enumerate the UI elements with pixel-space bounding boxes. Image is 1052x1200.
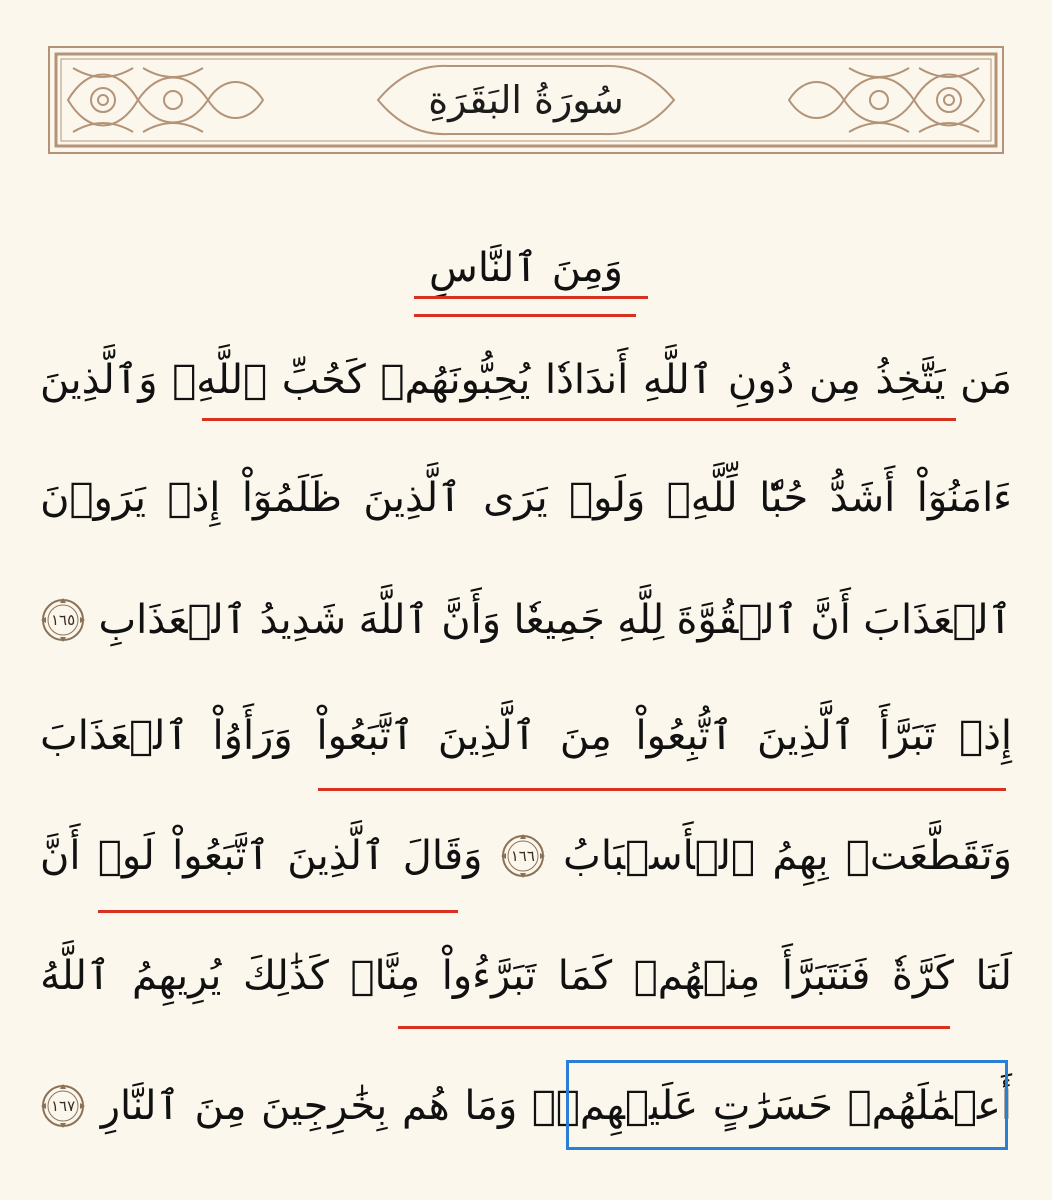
- quran-line-2: [40, 340, 1012, 420]
- quran-word[interactable]: ٱلَّذِينَ: [756, 713, 856, 759]
- quran-word[interactable]: يَتَّخِذُ: [875, 357, 946, 403]
- surah-title: سُورَةُ البَقَرَةِ: [428, 78, 624, 122]
- quran-word[interactable]: تَبَرَّأَ: [878, 713, 936, 759]
- quran-word[interactable]: أَنَّ: [810, 597, 851, 643]
- quran-word[interactable]: كَرَّةٗ: [891, 953, 954, 999]
- quran-word[interactable]: كَحُبِّ: [281, 357, 366, 403]
- quran-word[interactable]: مِن: [808, 357, 861, 403]
- ayah-number: ١٦٥: [50, 611, 76, 629]
- quran-word[interactable]: ٱللَّهُ: [40, 953, 111, 999]
- quran-word[interactable]: مِنۡهُمۡ: [633, 953, 761, 999]
- quran-word[interactable]: تَبَرَّءُواْ: [441, 953, 537, 999]
- quran-word[interactable]: لِلَّهِ: [617, 597, 665, 643]
- quran-word[interactable]: يَرَوۡنَ: [40, 475, 146, 521]
- quran-word[interactable]: أَشَدُّ: [829, 475, 896, 521]
- surah-header-frame: [48, 46, 1004, 154]
- red-underline: [398, 1026, 950, 1029]
- quran-word[interactable]: وَمَا: [464, 1083, 518, 1129]
- quran-word[interactable]: إِذۡ: [167, 475, 221, 521]
- quran-word[interactable]: وَقَالَ: [402, 833, 483, 879]
- quran-word[interactable]: وَأَنَّ: [441, 597, 502, 643]
- quran-word[interactable]: فَنَتَبَرَّأَ: [781, 953, 871, 999]
- quran-word[interactable]: أَنَّ: [40, 833, 81, 879]
- quran-line-5: [40, 696, 1012, 776]
- quran-word[interactable]: إِذۡ: [959, 713, 1012, 759]
- quran-line-3: [40, 458, 1012, 538]
- quran-word[interactable]: حُبّٗا: [759, 475, 809, 521]
- quran-word[interactable]: كَمَا: [557, 953, 613, 999]
- quran-word[interactable]: ٱلنَّاسِ: [429, 245, 538, 291]
- quran-word[interactable]: عَلَيۡهِمۡۖ: [531, 1083, 699, 1129]
- quran-line-7: [40, 936, 1012, 1016]
- red-underline: [98, 910, 458, 913]
- ayah-end-marker[interactable]: [500, 833, 546, 879]
- quran-word[interactable]: ٱلَّذِينَ: [287, 833, 386, 879]
- quran-word[interactable]: جَمِيعٗا: [513, 597, 605, 643]
- quran-word[interactable]: يُرِيهِمُ: [131, 953, 222, 999]
- quran-word[interactable]: وَمِنَ: [551, 245, 623, 291]
- red-underline: [202, 418, 956, 421]
- quran-word[interactable]: ظَلَمُوٓاْ: [241, 475, 342, 521]
- quran-word[interactable]: لِّلَّهِۗ: [666, 475, 738, 521]
- quran-word[interactable]: ٱتَّبَعُواْ: [172, 833, 270, 879]
- quran-word[interactable]: لَنَا: [975, 953, 1012, 999]
- quran-word[interactable]: ٱلۡقُوَّةَ: [676, 597, 799, 643]
- ayah-number: ١٦٧: [50, 1097, 76, 1115]
- quran-word[interactable]: وَرَأَوُاْ: [212, 713, 293, 759]
- quran-word[interactable]: ٱتَّبَعُواْ: [316, 713, 415, 759]
- quran-word[interactable]: وَتَقَطَّعَتۡ: [845, 833, 1012, 879]
- quran-word[interactable]: مِنَّاۗ: [350, 953, 421, 999]
- quran-word[interactable]: ٱتُّبِعُواْ: [635, 713, 734, 759]
- quran-word[interactable]: ٱللَّهَ: [358, 597, 429, 643]
- quran-word[interactable]: بِهِمُ: [772, 833, 829, 879]
- ayah-end-marker[interactable]: [40, 1083, 86, 1129]
- quran-word[interactable]: أَعۡمَٰلَهُمۡ: [847, 1083, 1012, 1129]
- quran-line-6: [40, 816, 1012, 896]
- quran-word[interactable]: دُونِ: [727, 357, 795, 403]
- quran-word[interactable]: أَندَادٗا: [544, 357, 629, 403]
- quran-word[interactable]: يَرَى: [483, 475, 548, 521]
- quran-word[interactable]: يُحِبُّونَهُمۡ: [380, 357, 531, 403]
- quran-word[interactable]: بِخَٰرِجِينَ: [261, 1083, 388, 1129]
- quran-word[interactable]: ٱلۡأَسۡبَابُ: [563, 833, 755, 879]
- quran-word[interactable]: ٱلَّذِينَ: [363, 475, 462, 521]
- quran-line-4: [40, 580, 1012, 660]
- quran-word[interactable]: مَن: [960, 357, 1012, 403]
- quran-word[interactable]: لَوۡ: [97, 833, 155, 879]
- quran-word[interactable]: كَذَٰلِكَ: [242, 953, 329, 999]
- red-underline: [318, 788, 1006, 791]
- ayah-number: ١٦٦: [510, 847, 535, 865]
- red-underline: [414, 296, 648, 299]
- ayah-end-marker[interactable]: [40, 597, 86, 643]
- quran-word[interactable]: وَلَوۡ: [569, 475, 646, 521]
- red-underline: [414, 314, 636, 317]
- quran-word[interactable]: ٱلَّذِينَ: [437, 713, 537, 759]
- quran-word[interactable]: حَسَرَٰتٍ: [712, 1083, 833, 1129]
- quran-word[interactable]: ٱلۡعَذَابَ: [863, 597, 1012, 643]
- quran-word[interactable]: وَٱلَّذِينَ: [40, 357, 158, 403]
- selection-highlight-box[interactable]: [566, 1060, 1008, 1150]
- quran-word[interactable]: هُم: [401, 1083, 450, 1129]
- quran-word[interactable]: ٱلۡعَذَابَ: [40, 713, 189, 759]
- quran-word[interactable]: ٱللَّهِۖ: [172, 357, 268, 403]
- quran-word[interactable]: ٱللَّهِ: [642, 357, 714, 403]
- quran-word[interactable]: ٱلۡعَذَابِ: [98, 597, 248, 643]
- quran-word[interactable]: شَدِيدُ: [259, 597, 347, 643]
- quran-word[interactable]: مِنَ: [194, 1083, 247, 1129]
- quran-word[interactable]: ءَامَنُوٓاْ: [916, 475, 1012, 521]
- quran-word[interactable]: مِنَ: [559, 713, 612, 759]
- quran-word[interactable]: ٱلنَّارِ: [100, 1083, 180, 1129]
